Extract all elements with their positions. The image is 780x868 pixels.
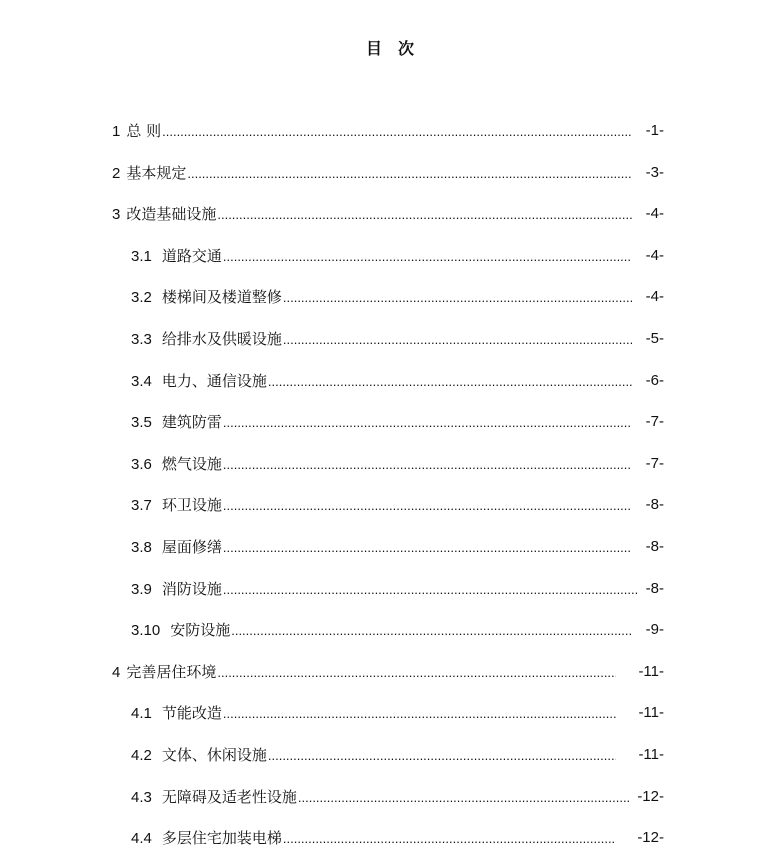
section-number: 3.9 — [131, 580, 152, 598]
section-title: 基本规定 — [126, 163, 187, 182]
toc-entry-row — [131, 577, 638, 601]
section-number: 3.10 — [131, 622, 161, 640]
toc-entry-row — [131, 785, 630, 809]
section-number: 4.3 — [131, 788, 152, 806]
toc-entry[interactable] — [0, 743, 780, 785]
toc-entry[interactable] — [0, 369, 780, 411]
page-number: -4- — [645, 246, 664, 264]
section-number: 3.1 — [131, 247, 152, 265]
toc-entry[interactable] — [0, 202, 780, 244]
dot-leader — [268, 744, 616, 768]
toc-entry[interactable] — [0, 618, 780, 660]
page-number: -8- — [645, 496, 664, 514]
section-number: 3.5 — [131, 414, 152, 432]
page-number: -1- — [645, 122, 664, 139]
section-number: 3.6 — [131, 455, 152, 473]
toc-entry-row — [112, 660, 616, 684]
page-title: 目 次 — [365, 39, 414, 58]
dot-leader — [283, 286, 632, 310]
section-title: 燃气设施 — [161, 454, 222, 473]
toc-entry[interactable] — [0, 826, 780, 868]
dot-leader — [223, 702, 616, 726]
section-title: 环卫设施 — [161, 496, 222, 515]
section-title: 无障碍及适老性设施 — [161, 787, 297, 806]
toc-entry[interactable] — [0, 285, 780, 327]
toc-entry-row — [131, 244, 632, 268]
dot-leader — [217, 661, 616, 685]
toc-entry[interactable] — [0, 410, 780, 452]
section-number: 3.7 — [131, 497, 152, 515]
section-title: 安防设施 — [170, 621, 231, 640]
toc-entry[interactable] — [0, 244, 780, 286]
page-number: -11- — [638, 745, 664, 763]
section-number: 3.8 — [131, 538, 152, 556]
page-number: -6- — [645, 371, 664, 389]
section-title: 改造基础设施 — [126, 205, 217, 224]
page-number: -8- — [645, 537, 664, 555]
dot-leader — [187, 162, 632, 186]
dot-leader — [223, 578, 638, 602]
toc-entry-row — [112, 202, 632, 226]
toc-entry-row — [131, 493, 632, 517]
toc-entry[interactable] — [0, 660, 780, 702]
section-title: 屋面修缮 — [161, 537, 222, 556]
dot-leader — [223, 453, 632, 477]
dot-leader — [268, 370, 632, 394]
toc-entry[interactable] — [0, 701, 780, 743]
dot-leader — [223, 494, 632, 518]
dot-leader — [298, 786, 630, 810]
toc-entry[interactable] — [0, 493, 780, 535]
toc-entry-row — [131, 618, 632, 642]
section-number: 4.2 — [131, 746, 152, 764]
dot-leader — [231, 619, 632, 643]
section-title: 多层住宅加装电梯 — [161, 829, 282, 848]
toc-entry[interactable] — [0, 161, 780, 203]
page-number: -7- — [645, 413, 664, 431]
page-number: -11- — [638, 662, 664, 680]
section-title: 电力、通信设施 — [161, 371, 267, 390]
section-title: 楼梯间及楼道整修 — [161, 288, 282, 307]
toc-entry-row — [112, 119, 632, 143]
toc-entry-row — [131, 535, 632, 559]
toc-entry-row — [131, 327, 632, 351]
toc-entry-row — [131, 701, 616, 725]
section-number: 4.4 — [131, 830, 152, 848]
toc-entry[interactable] — [0, 785, 780, 827]
section-number: 3.3 — [131, 330, 152, 348]
dot-leader — [283, 827, 616, 851]
section-number: 3 — [112, 206, 121, 224]
page-number: -4- — [645, 288, 664, 306]
section-title: 建筑防雷 — [161, 413, 222, 432]
toc-entry[interactable] — [0, 535, 780, 577]
page-number: -8- — [645, 579, 664, 597]
toc-entry[interactable] — [0, 119, 780, 161]
toc-entry[interactable] — [0, 577, 780, 619]
dot-leader — [162, 120, 632, 144]
section-title: 完善居住环境 — [126, 662, 217, 681]
page-number: -12- — [637, 829, 664, 847]
dot-leader — [283, 328, 632, 352]
section-title: 文体、休闲设施 — [161, 745, 267, 764]
section-number: 4.1 — [131, 705, 152, 723]
page-number: -12- — [637, 787, 664, 805]
section-title: 消防设施 — [161, 579, 222, 598]
section-number: 1 — [112, 123, 121, 140]
section-number: 2 — [112, 164, 121, 182]
page-number: -7- — [645, 454, 664, 472]
page-number: -4- — [645, 205, 664, 223]
toc-entry-row — [131, 743, 616, 767]
toc-entry-row — [131, 285, 632, 309]
page-number: -5- — [645, 329, 664, 347]
toc-entry-row — [112, 161, 632, 185]
section-number: 4 — [112, 663, 121, 681]
section-number: 3.4 — [131, 372, 152, 390]
section-title: 道路交通 — [161, 246, 222, 265]
page-number: -11- — [638, 704, 664, 722]
page-number: -9- — [645, 621, 664, 639]
toc-entry-row — [131, 369, 632, 393]
table-of-contents — [0, 119, 780, 868]
dot-leader — [223, 245, 632, 269]
toc-entry-row — [131, 410, 632, 434]
section-title: 节能改造 — [161, 704, 222, 723]
toc-entry[interactable] — [0, 327, 780, 369]
dot-leader — [223, 536, 632, 560]
dot-leader — [217, 203, 632, 227]
dot-leader — [223, 411, 632, 435]
toc-entry-row — [131, 452, 632, 476]
page-number: -3- — [645, 163, 664, 181]
toc-entry-row — [131, 826, 616, 850]
section-number: 3.2 — [131, 289, 152, 307]
toc-entry[interactable] — [0, 452, 780, 494]
section-title: 总 则 — [126, 122, 162, 140]
section-title: 给排水及供暖设施 — [161, 329, 282, 348]
